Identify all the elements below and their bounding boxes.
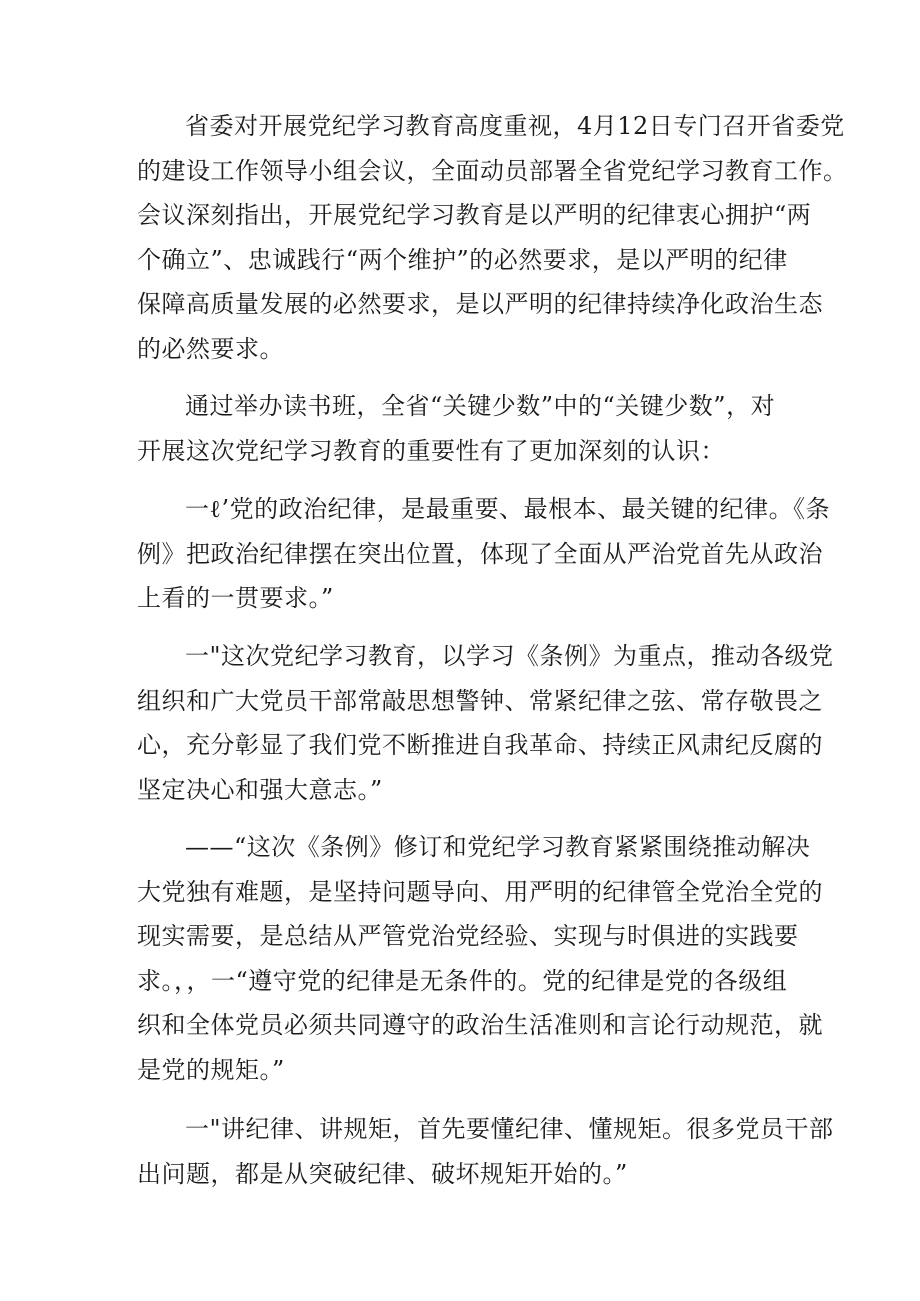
text-line: 省委对开展党纪学习教育高度重视，4月12日专门召开省委党 xyxy=(185,112,845,140)
paragraph-1 xyxy=(137,104,848,372)
text-line: 大党独有难题，是坚持问题导向、用严明的纪律管全党治全党的 xyxy=(137,877,823,906)
text-line: 一ℓ’党的政治纪律，是最重要、最根本、最关键的纪律。《条 xyxy=(185,495,831,523)
text-line: 出问题，都是从突破纪律、破坏规矩开始的。” xyxy=(137,1159,628,1188)
text-line: 组织和广大党员干部常敲思想警钟、常紧纪律之弦、常存敬畏之 xyxy=(137,686,823,715)
text-line: 一"这次党纪学习教育，以学习《条例》为重点，推动各级党 xyxy=(185,642,834,670)
text-line: 的必然要求。 xyxy=(137,334,284,363)
text-line: 会议深刻指出，开展党纪学习教育是以严明的纪律衷心拥护“两 xyxy=(137,201,812,230)
text-line: 通过举办读书班，全省“关键少数”中的“关键少数”，对 xyxy=(185,392,776,420)
text-line: 是党的规矩。” xyxy=(137,1055,285,1084)
text-line: 例》把政治纪律摆在突出位置，体现了全面从严治党首先从政治 xyxy=(137,539,823,568)
text-line: 保障高质量发展的必然要求，是以严明的纪律持续净化政治生态 xyxy=(137,290,823,319)
text-line: 上看的一贯要求。” xyxy=(137,584,334,613)
paragraph-6 xyxy=(137,1107,834,1196)
text-line: 心，充分彰显了我们党不断推进自我革命、持续正风肃纪反腐的 xyxy=(137,731,823,760)
text-line: 求。，，一“遵守党的纪律是无条件的。党的纪律是党的各级组 xyxy=(137,966,788,995)
text-line: ——“这次《条例》修订和党纪学习教育紧紧围绕推动解决 xyxy=(185,833,811,861)
paragraph-3 xyxy=(137,487,831,621)
text-line: 现实需要，是总结从严管党治党经验、实现与时俱进的实践要 xyxy=(137,922,799,951)
paragraph-5 xyxy=(137,825,823,1093)
paragraph-2 xyxy=(137,384,793,473)
text-line: 的建设工作领导小组会议，全面动员部署全省党纪学习教育工作。 xyxy=(137,156,848,185)
text-line: 坚定决心和强大意志。” xyxy=(137,775,383,804)
text-line: 一"讲纪律、讲规矩，首先要懂纪律、懂规矩。很多党员干部 xyxy=(185,1115,834,1143)
paragraph-4 xyxy=(137,634,834,812)
text-line: 个确立”、忠诚践行“两个维护”的必然要求，是以严明的纪律 xyxy=(137,245,788,274)
text-line: 开展这次党纪学习教育的重要性有了更加深刻的认识： xyxy=(137,436,725,465)
text-line: 织和全体党员必须共同遵守的政治生活准则和言论行动规范，就 xyxy=(137,1011,823,1040)
